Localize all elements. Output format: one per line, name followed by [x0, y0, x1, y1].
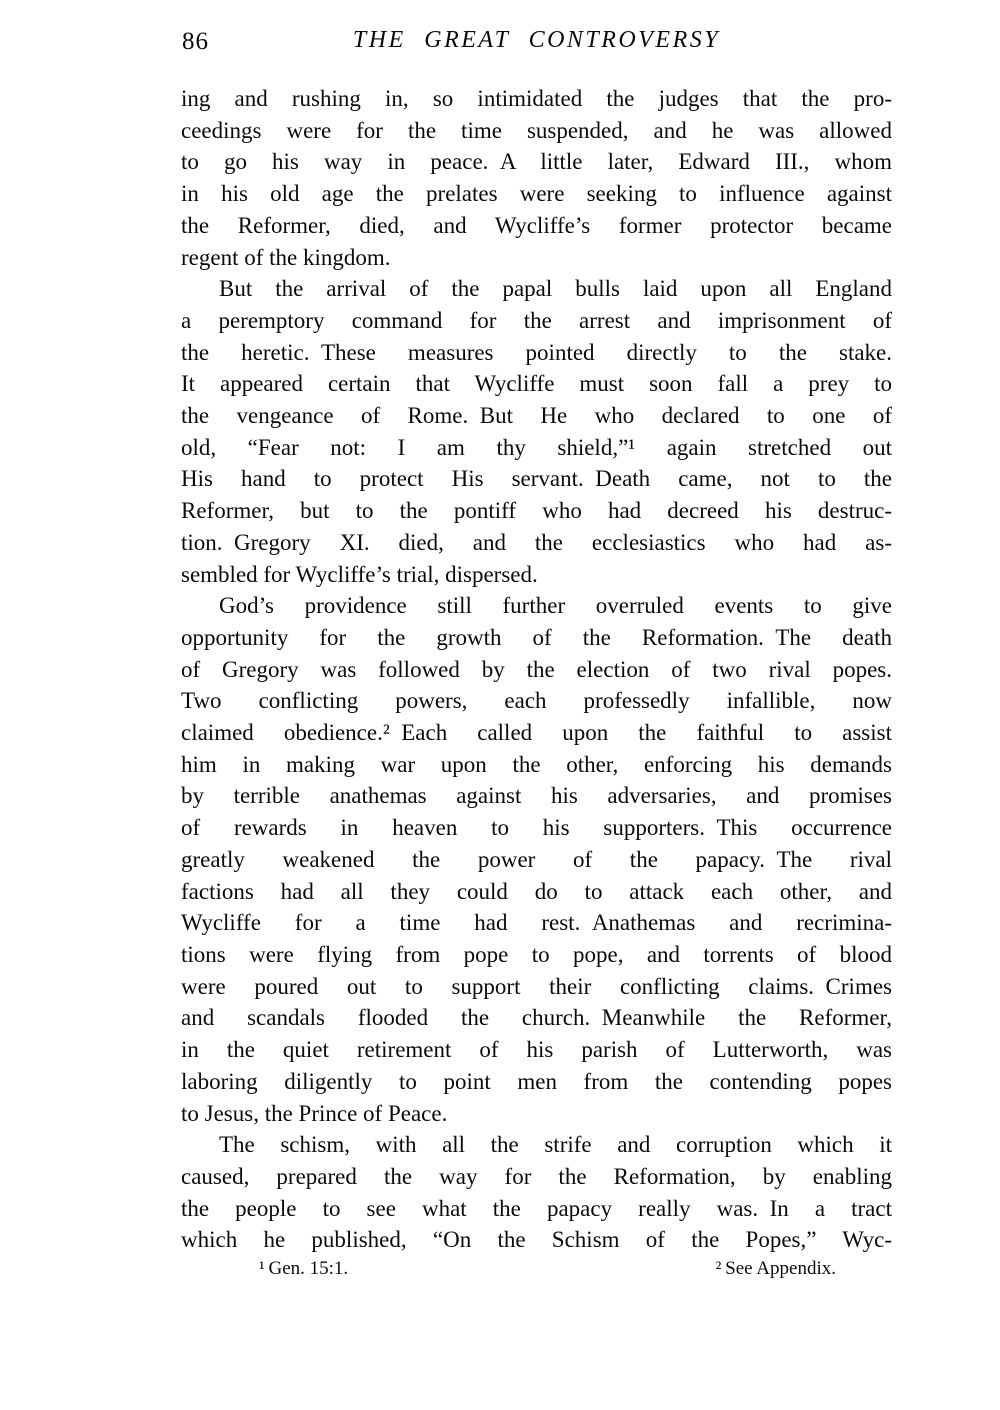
text-line: sembled for Wycliffe’s trial, dispersed. — [181, 561, 538, 587]
text-line: tions were flying from pope to pope, and torrents of blood — [181, 941, 892, 967]
text-line: to Jesus, the Prince of Peace. — [181, 1100, 448, 1126]
text-line: caused, prepared the way for the Reformation, by enabling — [181, 1163, 892, 1189]
text-line: greatly weakened the power of the papacy. The rival — [181, 846, 892, 872]
text-line: regent of the kingdom. — [181, 244, 391, 270]
text-line: were poured out to support their conflicting claims. Crimes — [181, 973, 892, 999]
text-line: the people to see what the papacy really was. In a tract — [181, 1195, 892, 1221]
text-line: in his old age the prelates were seeking to influence against — [181, 181, 892, 207]
text-line: which he published, “On the Schism of the Popes,” Wyc- — [181, 1227, 892, 1253]
text-line: a peremptory command for the arrest and imprisonment of — [181, 307, 892, 333]
text-line: in the quiet retirement of his parish of Lutterworth, was — [181, 1037, 892, 1063]
text-line: of Gregory was followed by the election of two rival popes. — [181, 656, 892, 682]
text-line: the Reformer, died, and Wycliffe’s former protector became — [181, 212, 892, 238]
text-line: and scandals flooded the church. Meanwhile the Reformer, — [181, 1005, 892, 1031]
text-line: the heretic. These measures pointed directly to the stake. — [181, 339, 892, 365]
text-line: laboring diligently to point men from the contending popes — [181, 1068, 892, 1094]
footnote-right: ² See Appendix. — [715, 1258, 836, 1279]
footnote-left: ¹ Gen. 15:1. — [259, 1258, 349, 1279]
text-line: But the arrival of the papal bulls laid upon all England — [219, 276, 892, 302]
text-line: to go his way in peace. A little later, Edward III., whom — [181, 149, 892, 175]
text-line: opportunity for the growth of the Reformation. The death — [181, 624, 892, 650]
text-line: The schism, with all the strife and corruption which it — [219, 1132, 892, 1158]
text-line: factions had all they could do to attack each other, and — [181, 878, 892, 904]
text-line: tion. Gregory XI. died, and the ecclesiastics who had as- — [181, 529, 892, 555]
page-number: 86 — [182, 28, 209, 55]
text-line: ing and rushing in, so intimidated the judges that the pro- — [181, 86, 892, 111]
text-line: His hand to protect His servant. Death came, not to the — [181, 466, 892, 492]
page-header — [181, 27, 892, 59]
text-line: God’s providence still further overruled events to give — [219, 593, 892, 619]
running-title: THE GREAT CONTROVERSY — [352, 27, 721, 53]
text-line: old, “Fear not: I am thy shield,”¹ again stretched out — [181, 434, 892, 460]
text-line: the vengeance of Rome. But He who declared to one of — [181, 403, 892, 429]
text-line: him in making war upon the other, enforcing his demands — [181, 751, 892, 777]
text-line: Reformer, but to the pontiff who had decreed his destruc- — [181, 498, 892, 524]
body-text — [181, 83, 892, 1256]
footnotes — [181, 1256, 892, 1282]
text-line: Two conflicting powers, each professedly infallible, now — [181, 688, 892, 714]
text-line: of rewards in heaven to his supporters. This occurrence — [181, 815, 892, 841]
text-line: by terrible anathemas against his adversaries, and promises — [181, 783, 892, 809]
text-line: It appeared certain that Wycliffe must soon fall a prey to — [181, 371, 892, 397]
text-line: ceedings were for the time suspended, and he was allowed — [181, 117, 892, 143]
text-line: claimed obedience.² Each called upon the faithful to assist — [181, 720, 892, 746]
text-line: Wycliffe for a time had rest. Anathemas and recrimina- — [181, 910, 892, 936]
